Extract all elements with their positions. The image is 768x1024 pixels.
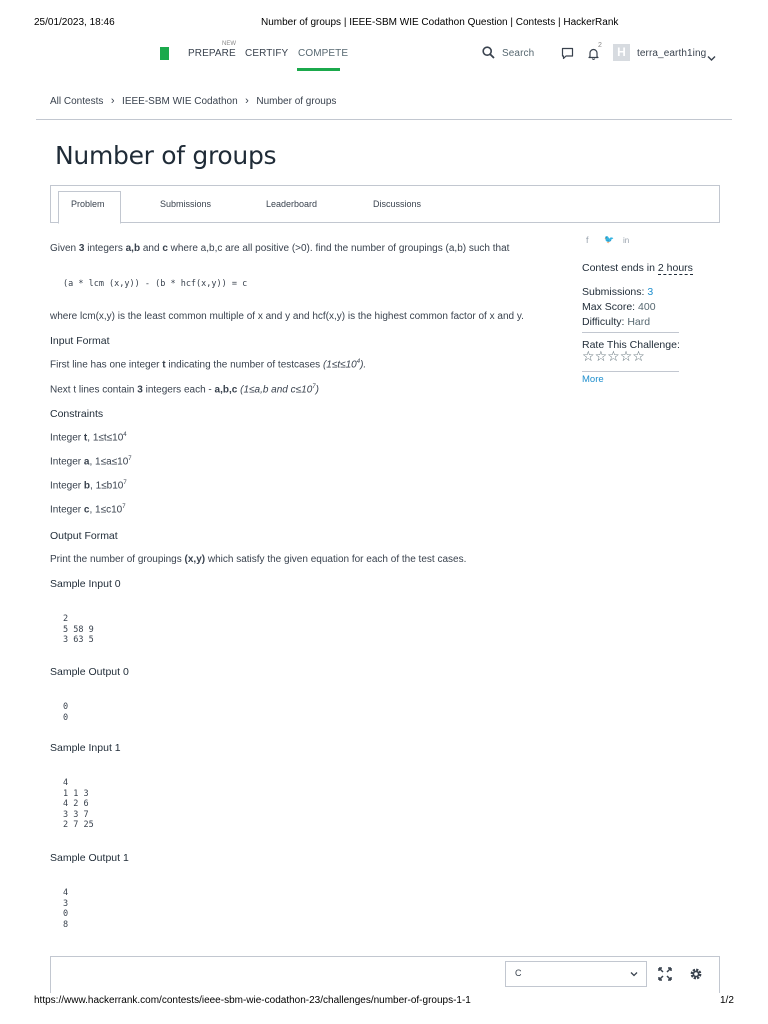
search-input[interactable]: Search <box>502 48 535 59</box>
contest-ends-value: 2 hours <box>657 262 693 274</box>
nav-compete[interactable]: COMPETE <box>298 48 349 59</box>
constraint-item: Integer c, $1\le c10^7$ <box>50 504 126 516</box>
output-format-heading: Output Format <box>50 530 118 542</box>
new-badge: NEW <box>222 41 236 47</box>
header-divider <box>36 119 732 120</box>
difficulty-stat: Difficulty: Hard <box>582 316 651 328</box>
sample-output-0-heading: Sample Output 0 <box>50 666 129 678</box>
print-page-title: Number of groups | IEEE-SBM WIE Codathon Question | Contests | HackerRank <box>261 17 619 28</box>
twitter-icon[interactable]: 🐦 <box>604 235 614 244</box>
breadcrumb-contest[interactable]: IEEE-SBM WIE Codathon <box>122 96 238 107</box>
avatar[interactable]: H <box>613 44 630 61</box>
star-icon[interactable]: ☆ <box>582 348 595 364</box>
nav-active-indicator <box>297 68 340 71</box>
sample-output-1-heading: Sample Output 1 <box>50 852 129 864</box>
tab-leaderboard[interactable]: Leaderboard <box>266 199 318 209</box>
linkedin-icon[interactable]: in <box>623 236 630 245</box>
breadcrumb-all-contests[interactable]: All Contests <box>50 96 104 107</box>
hackerrank-logo[interactable] <box>160 47 169 60</box>
constraints-heading: Constraints <box>50 408 104 420</box>
facebook-icon[interactable]: f <box>586 235 589 245</box>
page-title: Number of groups <box>55 141 277 170</box>
breadcrumb-chevron-icon: › <box>242 95 252 107</box>
sample-output-0: 0 0 <box>63 702 69 723</box>
star-icon[interactable]: ☆ <box>619 348 633 364</box>
tab-submissions[interactable]: Submissions <box>160 199 212 209</box>
star-icon[interactable]: ☆ <box>607 348 620 364</box>
contest-ends: Contest ends in 2 hours <box>582 262 693 274</box>
settings-gear-icon[interactable] <box>689 967 703 986</box>
language-select-value: C <box>515 968 522 978</box>
problem-intro: Given 3 integers a,b and c where a,b,c are all positive (>0). find the number of groupings (a,b) such that <box>50 243 510 254</box>
tab-problem-label[interactable]: Problem <box>71 199 105 209</box>
messages-icon[interactable] <box>561 47 574 65</box>
star-icon[interactable]: ☆ <box>632 348 645 364</box>
input-format-heading: Input Format <box>50 335 110 347</box>
sample-output-1: 4 3 0 8 <box>63 888 69 930</box>
tab-discussions[interactable]: Discussions <box>373 199 422 209</box>
nav-certify[interactable]: CERTIFY <box>245 48 289 59</box>
language-select[interactable] <box>505 961 647 987</box>
sample-input-0-heading: Sample Input 0 <box>50 578 121 590</box>
sidebar-divider <box>582 371 679 372</box>
max-score-stat: Max Score: 400 <box>582 301 656 313</box>
sample-input-1: 4 1 1 3 4 2 6 3 3 7 2 7 25 <box>63 778 94 831</box>
sample-input-0: 2 5 58 9 3 63 5 <box>63 614 94 646</box>
breadcrumb-challenge[interactable]: Number of groups <box>256 96 337 107</box>
notifications-bell-icon[interactable] <box>587 47 600 65</box>
input-format-line-2: Next t lines contain 3 integers each - a,b,c (1≤a,b and $c\le 10^7$) <box>50 384 319 396</box>
equation-code: (a * lcm (x,y)) - (b * hcf(x,y)) = c <box>63 279 248 289</box>
input-format-line-1: First line has one integer t indicating the number of testcases $(1\le t\le 10^4)$. <box>50 359 367 371</box>
constraint-item: Integer t, $1\le t\le 10^4$ <box>50 432 127 444</box>
rate-challenge-label: Rate This Challenge: <box>582 339 680 351</box>
notification-count: 2 <box>598 42 602 49</box>
sidebar-divider <box>582 332 679 333</box>
fullscreen-icon[interactable] <box>658 967 672 986</box>
username[interactable]: terra_earth1ing <box>637 48 707 59</box>
output-format-line: Print the number of groupings (x,y) which satisfy the given equation for each of the test cases. <box>50 554 467 565</box>
chevron-down-icon <box>630 969 638 979</box>
problem-where-line: where lcm(x,y) is the least common multiple of x and y and hcf(x,y) is the highest common factor of x and y. <box>50 311 524 322</box>
sample-input-1-heading: Sample Input 1 <box>50 742 121 754</box>
constraint-item: Integer a, $1\le a\le 10^7$ <box>50 456 132 468</box>
chevron-down-icon[interactable] <box>707 49 716 67</box>
rating-stars[interactable] <box>582 348 645 366</box>
print-url: https://www.hackerrank.com/contests/ieee-sbm-wie-codathon-23/challenges/number-of-groups-1-1 <box>34 995 471 1006</box>
more-link[interactable]: More <box>582 374 604 385</box>
search-icon[interactable] <box>482 46 495 64</box>
breadcrumb-chevron-icon: › <box>107 95 118 107</box>
submissions-stat: Submissions: 3 <box>582 286 654 298</box>
print-datetime: 25/01/2023, 18:46 <box>34 17 115 28</box>
breadcrumb <box>50 91 336 109</box>
submissions-count-link[interactable]: 3 <box>647 286 654 298</box>
star-icon[interactable]: ☆ <box>594 348 608 364</box>
print-page-number: 1/2 <box>720 995 734 1006</box>
nav-prepare[interactable]: PREPARE <box>188 48 236 59</box>
constraint-item: Integer b, $1\le b10^7$ <box>50 480 127 492</box>
